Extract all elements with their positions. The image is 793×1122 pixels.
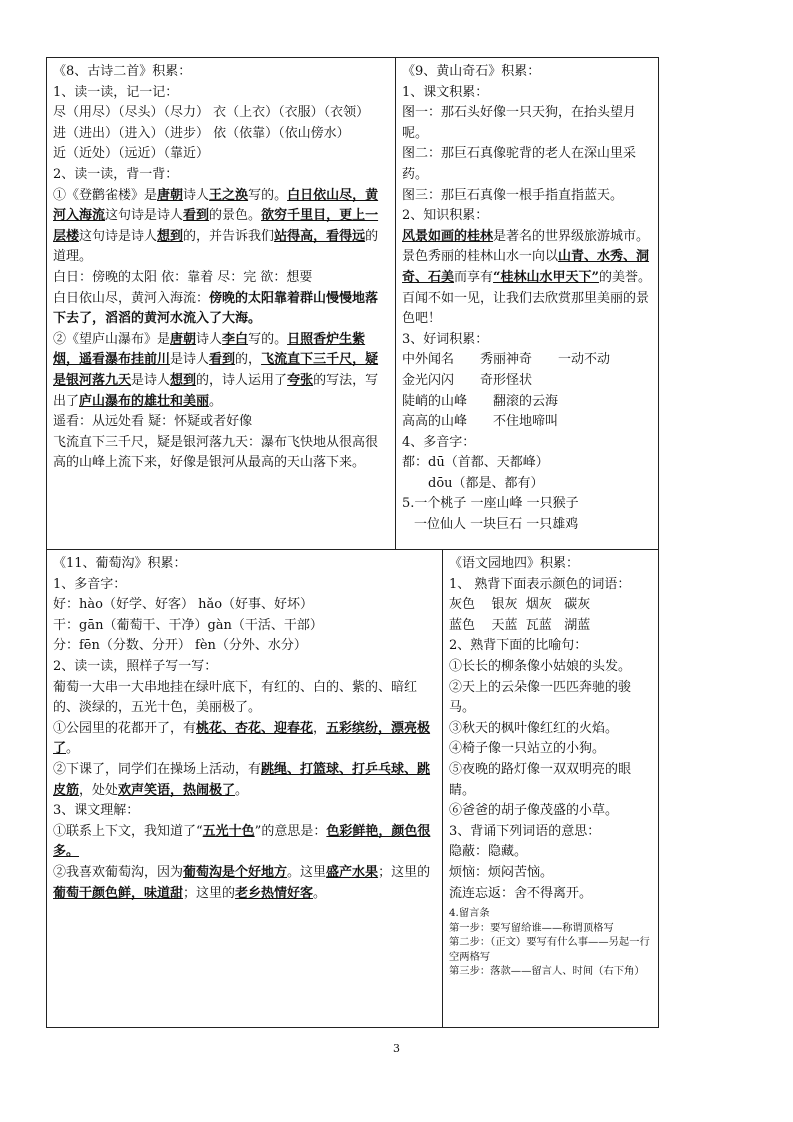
keyword: 风景如画的桂林 [402, 228, 494, 244]
word: 陡峭的山峰 [402, 393, 468, 409]
keyword: 看到 [183, 208, 210, 224]
text: 这句诗是诗人 [79, 228, 158, 244]
metaphor: ④椅子像一只站立的小狗。 [449, 741, 606, 757]
metaphor: ⑥爸爸的胡子像茂盛的小草。 [449, 803, 619, 819]
note-step: 第一步：要写留给谁——称谓顶格写 [449, 921, 614, 934]
metaphor: ⑤夜晚的路灯像一双双明亮的眼睛。 [449, 761, 632, 798]
polyphone: 都：dū（首都、天都峰） [402, 455, 549, 471]
word: 中外闻名 [402, 352, 455, 368]
question-heading: 1、读一读，记一记： [53, 84, 179, 100]
word-list: 尽（用尽）（尽头）（尽力） 衣（上衣）（衣服）（衣领） [53, 105, 370, 121]
poem-line: 欲穷千里目，更上一层楼 [53, 208, 379, 244]
answer: 五光十色 [202, 823, 255, 839]
keyword: 想到 [157, 228, 184, 244]
text: 是诗人 [170, 352, 210, 368]
text: 的道理。 [53, 228, 379, 265]
practice-sentence [53, 760, 437, 801]
text: 白日依山尽，黄河入海流： [53, 290, 210, 306]
poet-name: 王之涣 [209, 187, 249, 203]
text: 的， [235, 352, 262, 368]
polyphone: 干：gān（葡萄干、干净）gàn（干活、干部） [53, 617, 323, 633]
text: ，处处 [79, 782, 119, 798]
poem-section [46, 57, 396, 550]
polyphone: 好：hào（好学、好客） hǎo（好事、好坏） [53, 597, 314, 613]
keyword: 想到 [170, 372, 197, 388]
poem-line: 飞流直下三千尺，疑是银河落九天 [53, 352, 379, 388]
answer: 葡萄干颜色鲜，味道甜 [53, 885, 184, 901]
definition: 烦恼：烦闷苦恼。 [449, 864, 554, 880]
text: 的，并告诉我们 [183, 228, 275, 244]
keyword: 山青、水秀、洞奇、石美 [402, 249, 650, 285]
text: ”的意思是： [254, 823, 327, 839]
question-heading: 4.留言条 [449, 907, 490, 920]
text: 的，诗人运用了 [196, 372, 288, 388]
keyword: 站得高，看得远 [274, 228, 366, 244]
question-heading: 1、课文积累： [402, 84, 489, 100]
question-heading: 4、多音字： [402, 434, 476, 450]
text: 。这里 [287, 864, 327, 880]
word: 秀丽神奇 [480, 352, 533, 368]
text: 诗人 [183, 187, 210, 203]
definition: 隐蔽：隐藏。 [449, 844, 528, 860]
word-list: 近（近处）（远近）（靠近） [53, 146, 210, 162]
word-row [402, 412, 653, 433]
answer: 桃花、杏花、迎春花 [196, 720, 314, 736]
word: 金光闪闪 [402, 372, 455, 388]
text-line: 图一：那石头好像一只天狗，在抬头望月呢。 [402, 105, 637, 141]
question-heading: 1、 熟背下面表示颜色的词语： [449, 576, 631, 592]
section-title: 《8、古诗二首》积累： [53, 64, 192, 79]
question-heading: 3、背诵下列词语的意思： [449, 823, 601, 839]
text: 。 [209, 393, 223, 409]
text: dōu（都是、都有） [428, 475, 544, 491]
question-heading: 2、读一读，照样子写一写： [53, 658, 218, 674]
text: ；这里的 [183, 885, 236, 901]
text: 而享有 [454, 269, 494, 285]
text: 。 [235, 782, 249, 798]
poem-paragraph-1 [53, 186, 390, 268]
measure-words [402, 515, 653, 536]
dynasty: 唐朝 [170, 331, 197, 347]
question-heading: 2、熟背下面的比喻句： [449, 638, 588, 654]
text: 诗人 [196, 331, 223, 347]
text: 是诗人 [131, 372, 171, 388]
text: ；这里的 [378, 864, 431, 880]
answer: 老乡热情好客 [235, 885, 314, 901]
section-title: 《11、葡萄沟》积累： [53, 556, 187, 571]
keyword: 庐山瀑布的雄壮和美丽 [79, 393, 210, 409]
answer: 盛产水果 [326, 864, 379, 880]
text: 写的。 [248, 331, 288, 347]
poet-name: 李白 [222, 331, 249, 347]
page-number: 3 [393, 1042, 400, 1055]
text: ①公园里的花都开了，有 [53, 720, 197, 736]
understanding-1 [53, 822, 437, 863]
word-list: 进（进出）（进入）（进步） 依（依靠）（依山傍水） [53, 125, 350, 141]
word-row [402, 392, 653, 413]
metaphor: ③秋天的枫叶像红红的火焰。 [449, 720, 619, 736]
text: ①《登鹳雀楼》是 [53, 187, 158, 203]
answer: 葡萄沟是个好地方 [183, 864, 288, 880]
dynasty: 唐朝 [157, 187, 184, 203]
question-heading: 2、知识积累： [402, 208, 489, 224]
measure-words: 5.一个桃子 一座山峰 一只猴子 [402, 496, 579, 512]
text: 的写法，写出了 [53, 372, 379, 409]
sample-sentence: 葡萄一大串一大串地挂在绿叶底下，有红的、白的、紫的、暗红的、淡绿的，五光十色，美丽极了。 [53, 679, 418, 716]
question-heading: 3、课文理解： [53, 803, 140, 819]
word: 奇形怪状 [480, 372, 533, 388]
knowledge-paragraph [402, 227, 653, 330]
explanation: 遥看：从远处看 疑：怀疑或者好像 [53, 414, 253, 430]
text-line: 图三：那巨石真像一根手指直指蓝天。 [402, 187, 624, 203]
metaphor: ①长长的柳条像小姑娘的头发。 [449, 658, 632, 674]
word-row [402, 371, 653, 392]
poem-paragraph-2 [53, 330, 390, 412]
section-title: 《9、黄山奇石》积累： [402, 64, 541, 79]
text: 的景色。 [209, 208, 262, 224]
text: 一位仙人 一块巨石 一只雄鸡 [414, 517, 579, 533]
word: 高高的山峰 [402, 414, 468, 430]
text: 是著名的世界级旅游城市。景色秀丽的桂林山水一向以 [402, 228, 650, 265]
text: ②下课了，同学们在操场上活动，有 [53, 761, 262, 777]
keyword: 夸张 [287, 372, 314, 388]
explanation: 白日：傍晚的太阳 依：靠着 尽：完 欲：想要 [53, 269, 313, 285]
color-words: 蓝色 天蓝 瓦蓝 湖蓝 [449, 617, 591, 633]
text: 。 [313, 885, 327, 901]
word-row [402, 350, 653, 371]
polyphone: 分：fēn（分数、分开） fèn（分外、水分） [53, 638, 307, 654]
word: 一动不动 [558, 352, 611, 368]
text: ②我喜欢葡萄沟，因为 [53, 864, 184, 880]
word: 不住地啼叫 [493, 414, 559, 430]
note-step: 第三步：落款——留言人、时间（右下角） [449, 965, 645, 978]
note-step: 第二步：（正文）要写有什么事——另起一行空两格写 [449, 936, 650, 963]
question-heading: 3、好词积累： [402, 331, 489, 347]
huangshan-section [395, 57, 659, 550]
text: ②《望庐山瀑布》是 [53, 331, 171, 347]
poem-line: 白日依山尽，黄河入海流 [53, 187, 379, 224]
text: 。 [66, 741, 80, 757]
meaning: 傍晚的太阳靠着群山慢慢地落下去了，滔滔的黄河水流入了大海。 [53, 290, 379, 327]
answer: 欢声笑语，热闹极了 [118, 782, 236, 798]
text: 写的。 [248, 187, 288, 203]
grape-section [46, 549, 443, 1028]
color-words: 灰色 银灰 烟灰 碳灰 [449, 597, 591, 613]
text: ， [313, 720, 327, 736]
answer: 色彩鲜艳，颜色很多。 [53, 823, 431, 860]
explanation [53, 289, 390, 330]
text: ①联系上下文，我知道了“ [53, 823, 203, 839]
answer: 跳绳、打篮球、打乒乓球、跳皮筋 [53, 761, 431, 798]
garden-section [442, 549, 659, 1028]
answer: 五彩缤纷，漂亮极了 [53, 720, 431, 757]
understanding-2 [53, 863, 437, 904]
keyword: 看到 [209, 352, 236, 368]
question-heading: 2、读一读，背一背： [53, 166, 179, 182]
section-title: 《语文园地四》积累： [449, 556, 580, 571]
word: 翻滚的云海 [493, 393, 559, 409]
keyword: “桂林山水甲天下” [493, 269, 599, 285]
text-line: 图二：那巨石真像驼背的老人在深山里采药。 [402, 146, 637, 182]
practice-sentence [53, 719, 437, 760]
text: 这句诗是诗人 [105, 208, 184, 224]
explanation: 飞流直下三千尺，疑是银河落九天：瀑布飞快地从很高很高的山峰上流下来，好像是银河从最高的天山落下来。 [53, 434, 379, 471]
metaphor: ②天上的云朵像一匹匹奔驰的骏马。 [449, 679, 632, 716]
poem-line: 日照香炉生紫烟，遥看瀑布挂前川 [53, 331, 366, 368]
text: 的美誉。百闻不如一见，让我们去欣赏那里美丽的景色吧！ [402, 269, 652, 327]
polyphone [402, 474, 653, 495]
question-heading: 1、多音字： [53, 576, 127, 592]
definition: 流连忘返：舍不得离开。 [449, 885, 593, 901]
